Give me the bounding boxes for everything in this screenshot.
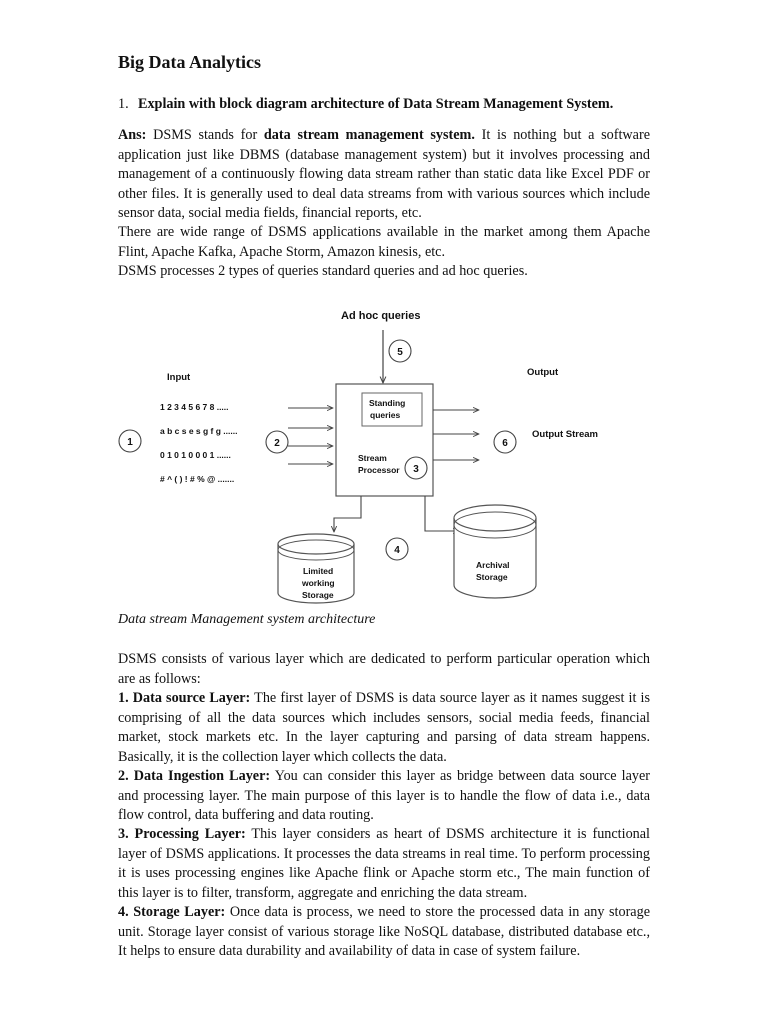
processor-label-2: Processor [358, 465, 400, 475]
answer-paragraph-2: There are wide range of DSMS applications available in the market among them Apache Flint, Apache Kafka, Apache Storm, Amazon kinesis, etc. [118, 224, 650, 260]
answer-text-1a: DSMS stands for [153, 127, 264, 143]
question-heading [118, 96, 613, 113]
page-title: Big Data Analytics [118, 52, 262, 72]
stream-row-3: 0 1 0 1 0 0 0 1 ...... [160, 450, 231, 460]
answer-label: Ans: [118, 127, 147, 143]
layer-4-text: Once data is process, we need to store the processed data in any storage unit. Storage layer consist of various storage like NoSQL database, distributed database etc., It helps to ensure data durability and availability of data in case of system failure. [118, 904, 650, 959]
layer-1-title: 1. Data source Layer: [118, 690, 251, 706]
answer-text-1b: It is nothing but a software application just like DBMS (database management system) but it involves processing and management of a continuously flowing data stream rather than static data like Excel PDF or other files. It is generally used to deal data streams from with various sources which include sensor data, social media fields, financial reports, etc. [118, 127, 650, 221]
archival-label-2: Storage [476, 572, 508, 582]
layer-3-text: This layer considers as heart of DSMS architecture it is functional layer of DSMS applications. It processes the data streams in real time. To perform processing it is uses processing engines like Apache flink or Apache storm etc., The main function of this layer is to filter, transform, aggregate and enriching the data stream. [118, 826, 650, 901]
input-label: Input [167, 372, 191, 383]
layer-3 [118, 825, 650, 903]
marker-5 [389, 340, 411, 362]
marker-6 [494, 431, 516, 453]
svg-text:1: 1 [127, 437, 133, 448]
layer-1 [118, 689, 650, 767]
standing-label-2: queries [370, 410, 401, 420]
limited-label-1: Limited [303, 566, 334, 576]
layer-4 [118, 903, 650, 962]
processor-label-1: Stream [358, 453, 387, 463]
layer-4-title: 4. Storage Layer: [118, 904, 226, 920]
layer-2-text: You can consider this layer as bridge between data source layer and processing layer. The main purpose of this layer is to handle the flow of data i.e., data flow control, data buffering and data routing. [118, 768, 650, 823]
limited-storage-connector [334, 496, 361, 532]
archival-storage-cylinder [454, 505, 536, 598]
archival-label-1: Archival [476, 560, 510, 570]
marker-1 [119, 430, 141, 452]
stream-row-1: 1 2 3 4 5 6 7 8 ..... [160, 402, 229, 412]
answer-paragraph-3: DSMS processes 2 types of queries standard queries and ad hoc queries. [118, 263, 528, 279]
svg-text:3: 3 [413, 464, 419, 475]
layer-3-title: 3. Processing Layer: [118, 826, 246, 842]
diagram-caption: Data stream Management system architecture [118, 612, 376, 627]
svg-text:2: 2 [274, 438, 280, 449]
layer-2 [118, 767, 650, 826]
layer-1-text: The first layer of DSMS is data source layer as it names suggest it is comprising of all the data sources which includes sensors, social media feeds, financial market, stock markets etc. In the layer capturing and parsing of data stream happens. Basically, it is the collection layer which collects the data. [118, 690, 650, 765]
layer-2-title: 2. Data Ingestion Layer: [118, 768, 271, 784]
question-text: Explain with block diagram architecture of Data Stream Management System. [138, 96, 614, 112]
marker-3 [405, 457, 427, 479]
svg-text:5: 5 [397, 347, 403, 358]
answer-paragraph-1 [118, 126, 650, 224]
stream-row-4: # ^ ( ) ! # % @ ....... [160, 474, 235, 484]
limited-label-2: working [302, 578, 335, 588]
output-stream-label: Output Stream [532, 429, 598, 440]
svg-text:4: 4 [394, 545, 400, 556]
standing-label-1: Standing [369, 398, 406, 408]
limited-label-3: Storage [302, 590, 334, 600]
marker-4 [386, 538, 408, 560]
svg-text:6: 6 [502, 438, 508, 449]
question-number: 1. [118, 96, 129, 112]
stream-row-2: a b c s e s g f g ...... [160, 426, 238, 436]
dsms-architecture-diagram [118, 300, 650, 610]
marker-2 [266, 431, 288, 453]
layers-intro: DSMS consists of various layer which are dedicated to perform particular operation which are as follows: [118, 651, 650, 687]
adhoc-label: Ad hoc queries [341, 310, 421, 322]
output-label: Output [527, 367, 559, 378]
answer-term: data stream management system. [263, 127, 475, 143]
